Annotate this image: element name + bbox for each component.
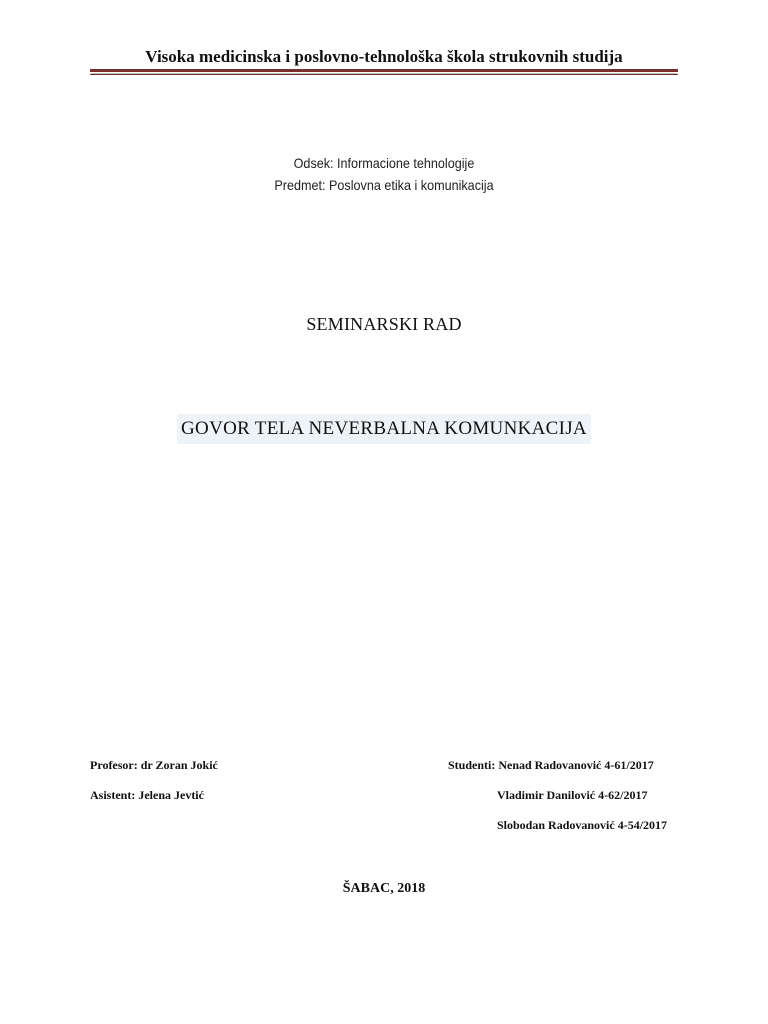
student-line-1: Studenti: Nenad Radovanović 4-61/2017 — [448, 758, 654, 772]
topic-container — [0, 414, 768, 444]
topic-title: GOVOR TELA NEVERBALNA KOMUNKACIJA — [177, 414, 591, 444]
professor-line: Profesor: dr Zoran Jokić — [90, 758, 218, 772]
department-line: Odsek: Informacione tehnologije — [293, 155, 475, 171]
subject-line: Predmet: Poslovna etika i komunikacija — [274, 177, 494, 193]
header-divider-thin — [90, 74, 678, 75]
student-line-3: Slobodan Radovanović 4-54/2017 — [497, 818, 668, 832]
document-type-heading: SEMINARSKI RAD — [306, 314, 462, 334]
institution-title: Visoka medicinska i poslovno-tehnološka škola strukovnih studija — [145, 47, 623, 66]
place-and-year: ŠABAC, 2018 — [342, 881, 426, 896]
assistant-line: Asistent: Jelena Jevtić — [90, 788, 204, 802]
student-line-2: Vladimir Danilović 4-62/2017 — [497, 788, 648, 802]
header-divider — [90, 69, 678, 72]
